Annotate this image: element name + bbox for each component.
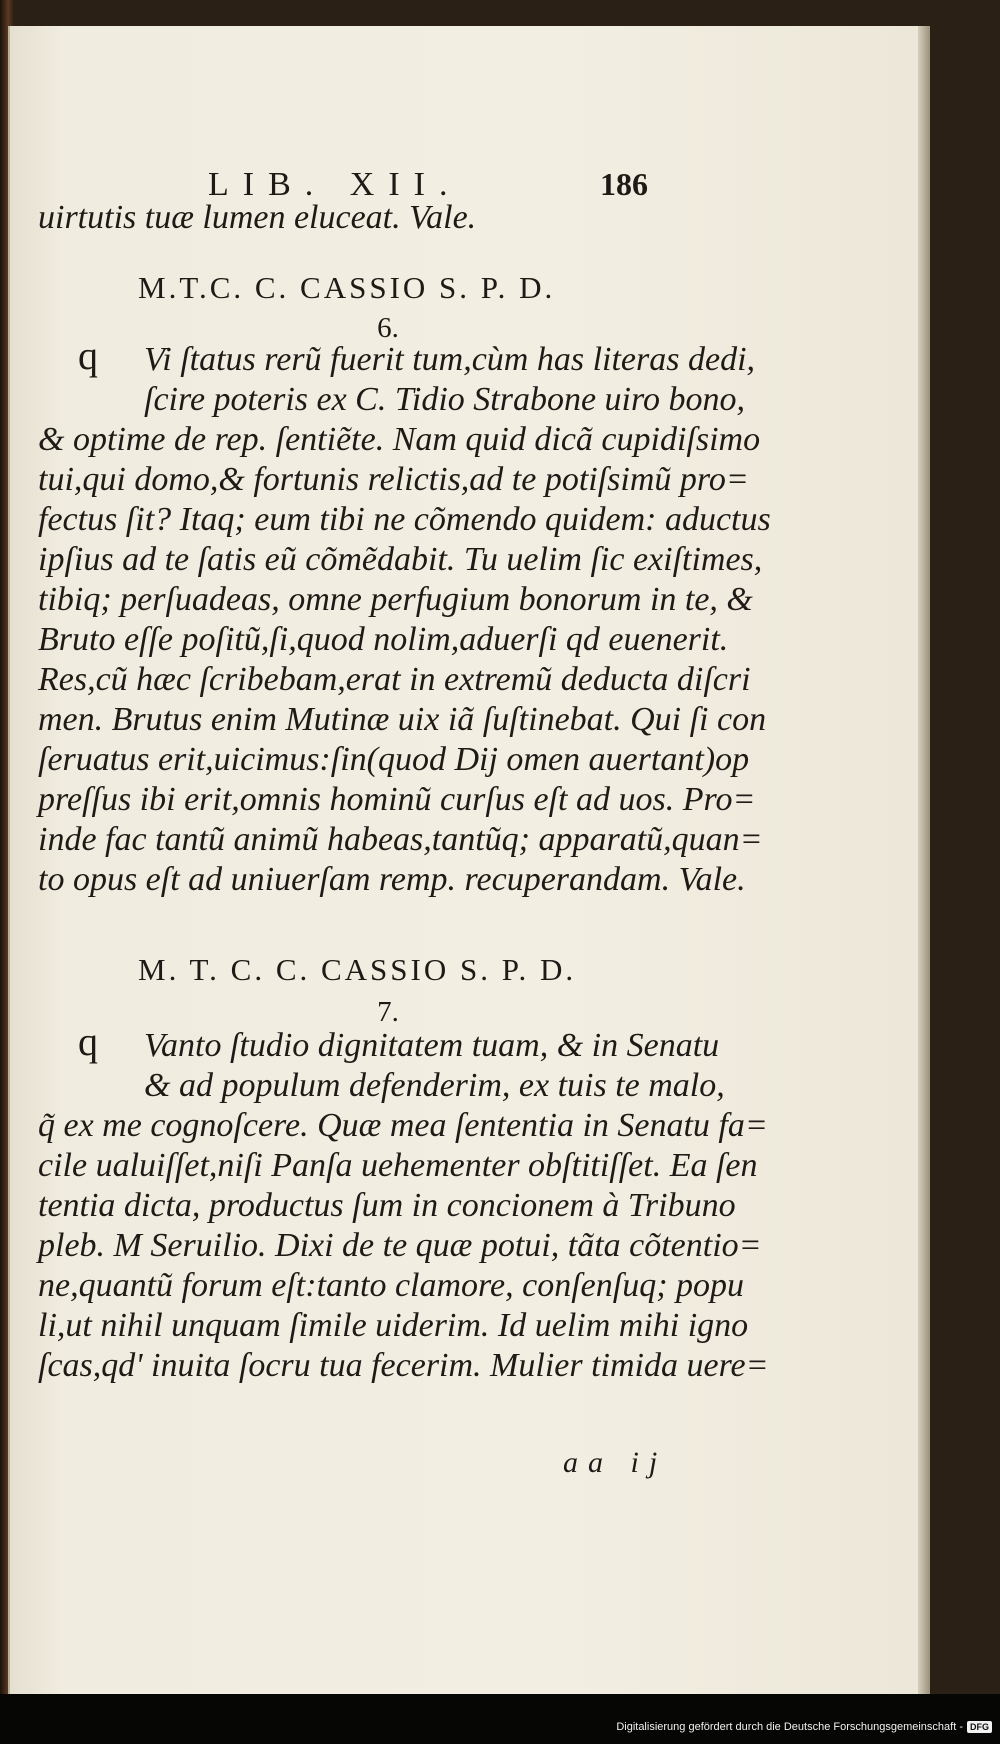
letter-6-line: tui,qui domo,& fortunis relictis,ad te potiſsimũ pro=: [38, 461, 749, 498]
dfg-logo-icon: DFG: [967, 1721, 992, 1733]
letter-7-line: pleb. M Seruilio. Dixi de te quæ potui, tãta cõtentio=: [38, 1227, 762, 1264]
letter-7-line: ne,quantũ forum eſt:tanto clamore, conſenſuq; popu: [38, 1267, 745, 1304]
book-page: [8, 26, 926, 1694]
letter-6-line: Vi ſtatus rerũ fuerit tum,cùm has literas dedi,: [144, 341, 756, 378]
letter-7-heading: M. T. C. C. CASSIO S. P. D.: [138, 952, 577, 987]
letter-6-line: & optime de rep. ſentiẽte. Nam quid dicã cupidiſsimo: [38, 421, 761, 458]
letter-7-line: ſcas,qd' inuita ſocru tua fecerim. Mulier timida uere=: [38, 1347, 769, 1384]
letter-7-line: q̃ ex me cognoſcere. Quæ mea ſententia in Senatu fa=: [38, 1107, 768, 1144]
letter-6-line: to opus eſt ad uniuerſam remp. recuperandam. Vale.: [38, 861, 746, 898]
letter-7-number: 7.: [377, 996, 399, 1028]
letter-6-line: inde fac tantũ animũ habeas,tantũq; apparatũ,quan=: [38, 821, 763, 858]
folio-number: 186: [600, 166, 648, 202]
letter-7-line: Vanto ſtudio dignitatem tuam, & in Senatu: [144, 1027, 720, 1064]
letter-7-line: cile ualuiſſet,niſi Panſa uehementer obſtitiſſet. Ea ſen: [38, 1147, 758, 1184]
letter-6-line: ipſius ad te ſatis eũ cõmẽdabit. Tu uelim ſic exiſtimes,: [38, 541, 763, 578]
letter-6-line: fectus ſit? Itaq; eum tibi ne cõmendo quidem: aductus: [38, 501, 771, 538]
signature-mark: aa ij: [563, 1446, 668, 1479]
letter-6-heading: M.T.C. C. CASSIO S. P. D.: [138, 270, 556, 305]
digitization-credit: [616, 1717, 992, 1737]
letter-6-line: men. Brutus enim Mutinæ uix iã ſuſtinebat. Qui ſi con: [38, 701, 767, 738]
letter-7-line: & ad populum defenderim, ex tuis te malo,: [144, 1067, 725, 1104]
letter-6-dropcap: q: [78, 333, 98, 378]
running-title: LIB. XII.: [208, 166, 462, 203]
letter-6-line: Res,cũ hæc ſcribebam,erat in extremũ deducta diſcri: [38, 661, 751, 698]
opening-line: uirtutis tuæ lumen eluceat. Vale.: [38, 199, 477, 236]
letter-6-line: tibiq; perſuadeas, omne perfugium bonorum in te, &: [38, 581, 753, 618]
letter-7-line: li,ut nihil unquam ſimile uiderim. Id uelim mihi igno: [38, 1307, 749, 1344]
digitization-credit-text: Digitalisierung gefördert durch die Deutsche Forschungsgemeinschaft -: [616, 1721, 963, 1733]
letter-6-line: ſcire poteris ex C. Tidio Strabone uiro bono,: [144, 381, 745, 418]
page-edge: [918, 26, 930, 1694]
letter-6-line: Bruto eſſe poſitũ,ſi,quod nolim,aduerſi qd euenerit.: [38, 621, 729, 658]
letter-6-line: ſeruatus erit,uicimus:ſin(quod Dij omen auertant)op: [38, 741, 750, 778]
letter-7-line: tentia dicta, productus ſum in concionem à Tribuno: [38, 1187, 736, 1224]
letter-7-dropcap: q: [78, 1019, 98, 1064]
letter-6-line: preſſus ibi erit,omnis hominũ curſus eſt ad uos. Pro=: [38, 781, 756, 818]
letter-6-number: 6.: [377, 312, 399, 344]
